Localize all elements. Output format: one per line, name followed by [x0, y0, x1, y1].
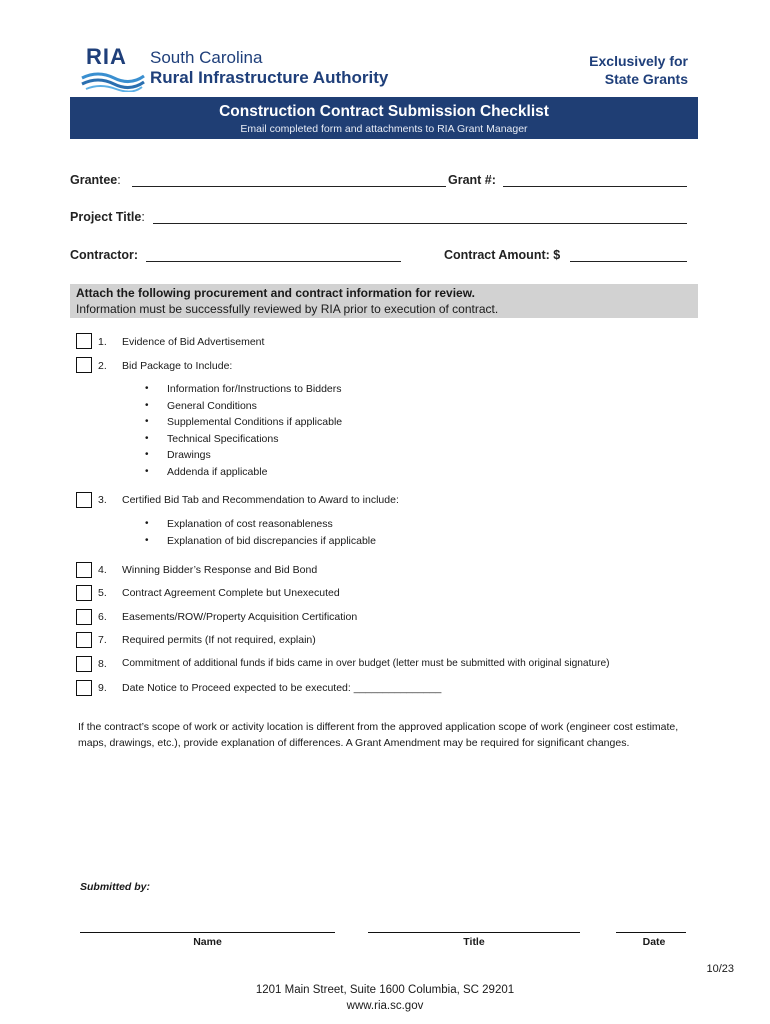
item-number: 3. — [98, 494, 107, 506]
grantee-label: Grantee: — [70, 173, 121, 187]
item-3-label: Certified Bid Tab and Recommendation to Award to include: — [122, 494, 399, 506]
footer-website[interactable]: www.ria.sc.gov — [346, 1000, 424, 1012]
contract-amount-label: Contract Amount: $ — [444, 248, 561, 262]
checkbox-item-8[interactable] — [76, 656, 92, 672]
item-number: 6. — [98, 611, 107, 623]
name-signature-line[interactable] — [80, 932, 335, 933]
exclusive-note — [589, 52, 688, 88]
item-number: 1. — [98, 336, 107, 348]
item-1-label: Evidence of Bid Advertisement — [122, 336, 265, 348]
list-item: • Information for/Instructions to Bidders — [145, 383, 342, 395]
revision-date: 10/23 — [706, 963, 734, 975]
date-signature-line[interactable] — [616, 932, 686, 933]
title-label: Title — [463, 936, 485, 948]
item-number: 9. — [98, 682, 107, 694]
submitted-by-label: Submitted by: — [80, 881, 150, 893]
date-label: Date — [642, 936, 666, 948]
exclusive-line-1: Exclusively for — [589, 53, 688, 69]
grant-number-label: Grant #: — [448, 173, 496, 187]
item-number: 4. — [98, 564, 107, 576]
grantee-field[interactable] — [132, 186, 446, 187]
checkbox-item-9[interactable] — [76, 680, 92, 696]
item-8-label: Commitment of additional funds if bids came in over budget (letter must be submitted with original signature) — [122, 658, 610, 669]
list-item: • Supplemental Conditions if applicable — [145, 416, 343, 428]
instructions-line-1: Attach the following procurement and contract information for review. — [76, 286, 475, 300]
item-number: 8. — [98, 658, 107, 670]
list-item: • Explanation of bid discrepancies if applicable — [145, 535, 376, 547]
list-item: • Drawings — [145, 449, 211, 461]
checkbox-item-6[interactable] — [76, 609, 92, 625]
item-5-label: Contract Agreement Complete but Unexecuted — [122, 587, 340, 599]
wave-logo-icon — [80, 68, 146, 92]
project-title-field[interactable] — [153, 223, 687, 224]
title-signature-line[interactable] — [368, 932, 580, 933]
checkbox-item-7[interactable] — [76, 632, 92, 648]
checkbox-item-4[interactable] — [76, 562, 92, 578]
checkbox-item-2[interactable] — [76, 357, 92, 373]
project-title-label: Project Title: — [70, 210, 145, 224]
scope-change-note: If the contract’s scope of work or activity location is different from the approved application scope of work (engineer cost estimate, maps, drawings, etc.), provide explanation of differences. A Grant Amendment may be required for significant changes. — [78, 721, 679, 749]
logo-state: South Carolina — [150, 48, 263, 67]
name-label: Name — [193, 936, 222, 948]
footer-address: 1201 Main Street, Suite 1600 Columbia, SC 29201 — [255, 984, 515, 996]
page-title: Construction Contract Submission Checklist — [219, 103, 549, 120]
instructions-box — [70, 284, 698, 318]
checkbox-item-3[interactable] — [76, 492, 92, 508]
checkbox-item-1[interactable] — [76, 333, 92, 349]
item-2-label: Bid Package to Include: — [122, 360, 233, 372]
contractor-field[interactable] — [146, 261, 401, 262]
title-banner — [70, 97, 698, 139]
exclusive-line-2: State Grants — [604, 71, 688, 87]
logo-agency: Rural Infrastructure Authority — [150, 68, 389, 87]
item-number: 2. — [98, 360, 107, 372]
list-item: • Explanation of cost reasonableness — [145, 518, 333, 530]
item-number: 7. — [98, 634, 107, 646]
logo-abbreviation: RIA — [86, 44, 127, 69]
contractor-label: Contractor: — [70, 248, 139, 262]
item-9-label: Date Notice to Proceed expected to be executed: _______________ — [122, 682, 442, 694]
checkbox-item-5[interactable] — [76, 585, 92, 601]
list-item: • Addenda if applicable — [145, 466, 268, 478]
list-item: • General Conditions — [145, 400, 257, 412]
item-number: 5. — [98, 587, 107, 599]
item-6-label: Easements/ROW/Property Acquisition Certification — [122, 611, 358, 623]
item-7-label: Required permits (If not required, explain) — [122, 634, 316, 646]
instructions-line-2: Information must be successfully reviewed by RIA prior to execution of contract. — [76, 302, 499, 316]
item-4-label: Winning Bidder’s Response and Bid Bond — [122, 564, 318, 576]
page-subtitle: Email completed form and attachments to RIA Grant Manager — [240, 123, 528, 135]
list-item: • Technical Specifications — [145, 433, 279, 445]
contract-amount-field[interactable] — [570, 261, 687, 262]
grant-number-field[interactable] — [503, 186, 687, 187]
